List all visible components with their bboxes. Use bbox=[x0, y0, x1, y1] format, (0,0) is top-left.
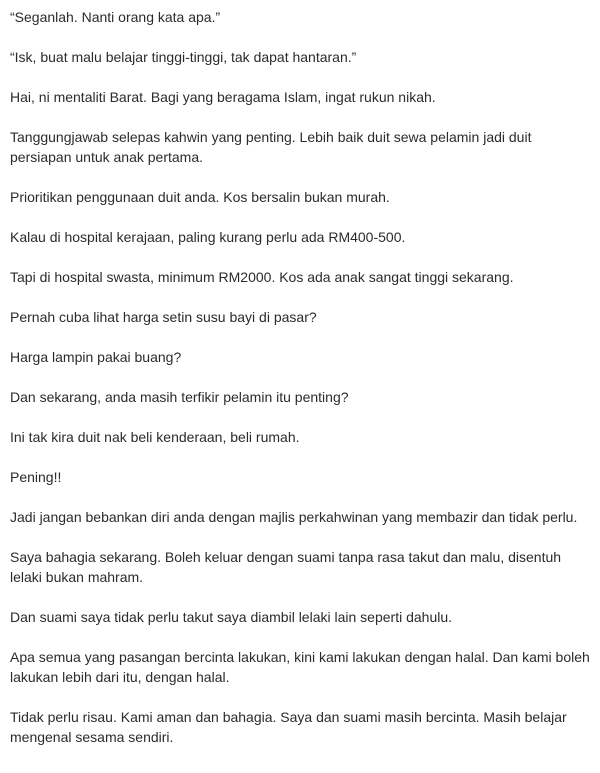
paragraph: “Isk, buat malu belajar tinggi-tinggi, tak dapat hantaran.” bbox=[10, 49, 357, 65]
paragraph: Hai, ni mentaliti Barat. Bagi yang beragama Islam, ingat rukun nikah. bbox=[10, 89, 436, 105]
paragraph: “Seganlah. Nanti orang kata apa.” bbox=[10, 9, 221, 25]
paragraph: Ini tak kira duit nak beli kenderaan, beli rumah. bbox=[10, 429, 300, 445]
paragraph: Saya bahagia sekarang. Boleh keluar dengan suami tanpa rasa takut dan malu, disentuh lelaki bukan mahram. bbox=[10, 549, 562, 585]
paragraph: Kalau di hospital kerajaan, paling kurang perlu ada RM400-500. bbox=[10, 229, 406, 245]
paragraph: Prioritikan penggunaan duit anda. Kos bersalin bukan murah. bbox=[10, 189, 390, 205]
paragraph: Tapi di hospital swasta, minimum RM2000. Kos ada anak sangat tinggi sekarang. bbox=[10, 269, 514, 285]
paragraph: Dan suami saya tidak perlu takut saya diambil lelaki lain seperti dahulu. bbox=[10, 609, 453, 625]
paragraph: Pernah cuba lihat harga setin susu bayi di pasar? bbox=[10, 309, 317, 325]
paragraph: Tidak perlu risau. Kami aman dan bahagia. Saya dan suami masih bercinta. Masih belajar mengenal sesama sendiri. bbox=[10, 709, 567, 745]
paragraph: Tanggungjawab selepas kahwin yang penting. Lebih baik duit sewa pelamin jadi duit persiapan untuk anak pertama. bbox=[10, 129, 532, 165]
article-body bbox=[10, 7, 592, 747]
paragraph: Dan sekarang, anda masih terfikir pelamin itu penting? bbox=[10, 389, 349, 405]
paragraph: Apa semua yang pasangan bercinta lakukan, kini kami lakukan dengan halal. Dan kami boleh lakukan lebih dari itu, dengan halal. bbox=[10, 649, 590, 685]
paragraph: Pening!! bbox=[10, 469, 62, 485]
paragraph: Jadi jangan bebankan diri anda dengan majlis perkahwinan yang membazir dan tidak perlu. bbox=[10, 509, 578, 525]
paragraph: Harga lampin pakai buang? bbox=[10, 349, 182, 365]
